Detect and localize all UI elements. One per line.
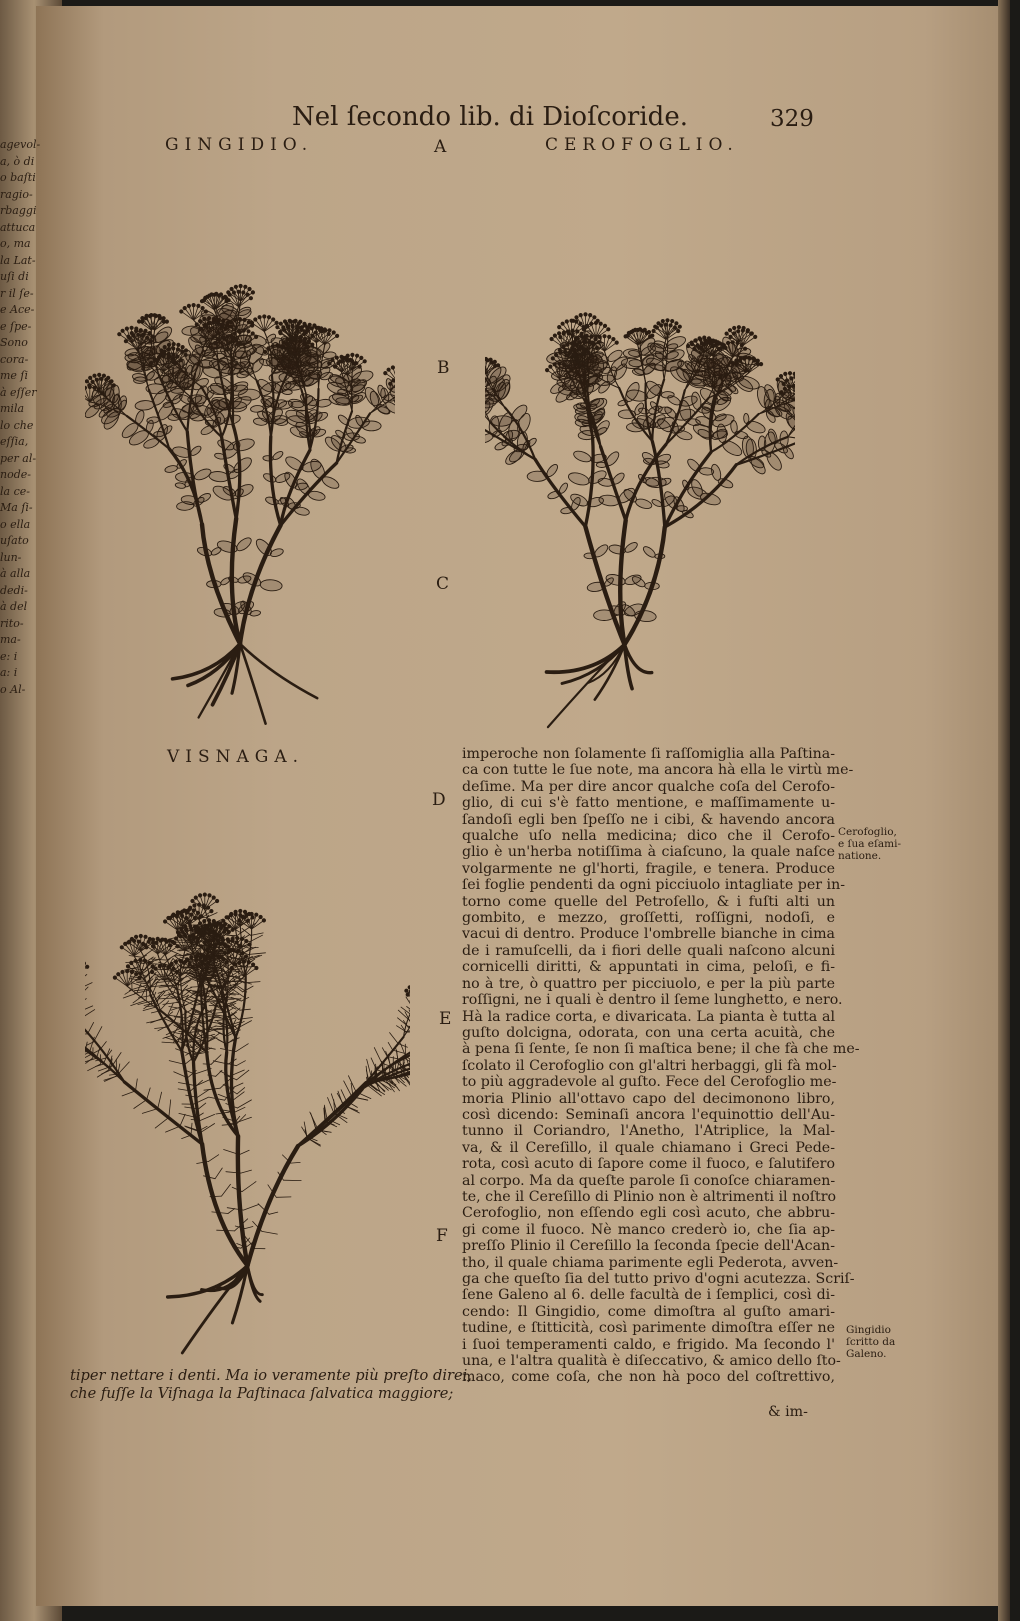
fragment-line: rito-	[0, 616, 24, 630]
margin-note-line: Gingidio	[846, 1324, 891, 1336]
body-text-line: à pena ſi ſente, ſe non ſi maſtica bene; il che fà che me-	[462, 1041, 860, 1058]
fragment-line: Ma ſi-	[0, 501, 33, 514]
margin-note-line: Cerofoglio,	[838, 826, 897, 838]
fragment-line: o baſti	[0, 171, 36, 184]
body-text-line: una, e l'altra qualità è diſeccativo, & amico dello ſto-	[462, 1353, 841, 1370]
body-text-line: così dicendo: Seminaſi ancora l'equinottio dell'Au-	[462, 1106, 835, 1123]
visnaga-woodcut	[85, 770, 410, 1360]
fragment-line: dedi-	[0, 583, 28, 597]
fragment-line: o ella	[0, 517, 31, 531]
fragment-line: attuca	[0, 220, 36, 234]
body-text-line: tunno il Coriandro, l'Anetho, l'Atriplice, la Mal-	[462, 1123, 835, 1140]
fragment-line: ragio-	[0, 187, 33, 201]
fragment-line: ma-	[0, 633, 21, 646]
fragment-line: e Ace-	[0, 303, 35, 316]
body-text-line: va, & il Cereſillo, il quale chiamano i Greci Pede-	[462, 1139, 835, 1156]
caption-visnaga: VISNAGA.	[167, 747, 305, 767]
margin-note-cerofoglio	[838, 826, 901, 862]
marker-a: A	[434, 137, 447, 157]
body-text-line: glio, di cui s'è fatto mentione, e maſſimamente u-	[462, 795, 835, 812]
margin-note-line: e ſua eſami-	[838, 838, 902, 850]
fragment-line: a: i	[0, 666, 18, 679]
fragment-line: rbaggi	[0, 204, 37, 217]
body-text-line: imperoche non ſolamente ſi raſſomiglia alla Paſtina-	[462, 746, 835, 762]
body-text-line: Cerofoglio, non eſſendo egli così acuto, che abbru-	[462, 1205, 835, 1222]
marker-b: B	[437, 358, 450, 378]
fragment-line: cora-	[0, 352, 29, 366]
body-text-line: ſei foglie pendenti da ogni picciuolo intagliate per in-	[462, 877, 846, 894]
fragment-line: me ſi	[0, 369, 29, 382]
body-text-line: de i ramuſcelli, da i fiori delle quali naſcono alcuni	[462, 942, 835, 959]
body-text-line: ca con tutte le ſue note, ma ancora hà ella le virtù me-	[462, 762, 854, 779]
fragment-line: per al-	[0, 451, 37, 465]
caption-gingidio: GINGIDIO.	[165, 135, 314, 155]
left-text-line: che fuſſe la Viſnaga la Paſtinaca ſalvatica maggiore;	[70, 1385, 454, 1402]
body-text-line: tho, il quale chiama parimente egli Pederota, avven-	[462, 1254, 839, 1271]
fragment-line: o Al-	[0, 682, 26, 696]
fragment-line: la ce-	[0, 484, 30, 498]
margin-note-line: ſcritto da	[846, 1336, 896, 1348]
fragment-line: la Lat-	[0, 253, 36, 267]
body-text-line: torno come quelle del Petroſello, & i fuſti alti un	[462, 893, 835, 910]
fragment-line: a, ò di	[0, 154, 35, 168]
fragment-line: à eſſer	[0, 385, 37, 399]
body-text-line: te, che il Cereſillo di Plinio non è altrimenti il noſtro	[462, 1188, 837, 1205]
left-column-text	[70, 1367, 472, 1403]
gingidio-woodcut	[85, 165, 395, 735]
body-text-line: i ſuoi temperamenti caldo, e frigido. Ma ſecondo l'	[462, 1336, 835, 1353]
marker-f: F	[436, 1226, 448, 1246]
body-text-line: tudine, e ſtitticità, così parimente dimoſtra eſſer ne	[462, 1320, 835, 1337]
body-text-line: vacui di dentro. Produce l'ombrelle bianche in cima	[462, 926, 835, 943]
fragment-line: lun-	[0, 550, 22, 564]
body-text-line: to più aggradevole al guſto. Fece del Cerofoglio me-	[462, 1074, 837, 1091]
fragment-line: uſi di	[0, 270, 29, 283]
body-text-line: ſcolato il Cerofoglio con gl'altri herbaggi, gli fà mol-	[462, 1057, 837, 1074]
body-text-line: deſime. Ma per dire ancor qualche coſa del Cerofo-	[462, 778, 835, 795]
fragment-line: à del	[0, 600, 28, 613]
body-text-line: qualche uſo nella medicina; dico che il Cerofo-	[462, 828, 835, 845]
body-text-line: moria Plinio all'ottavo capo del decimonono libro,	[462, 1090, 835, 1107]
body-text-line: cendo: Il Gingidio, come dimoſtra al guſto amari-	[462, 1303, 835, 1320]
caption-cerofoglio: CEROFOGLIO.	[545, 135, 739, 155]
margin-note-line: natione.	[838, 850, 882, 862]
body-text-line: ſandoſi egli ben ſpeſſo ne i cibi, & havendo ancora	[462, 811, 835, 828]
body-text-line: volgarmente ne gl'horti, fragile, e tenera. Produce	[462, 860, 835, 877]
page-edge-right	[998, 0, 1010, 1621]
fragment-line: à alla	[0, 567, 31, 580]
body-text-line: no à tre, ò quattro per picciuolo, e per la più parte	[462, 975, 835, 992]
margin-note-line: Galeno.	[846, 1348, 887, 1360]
marker-d: D	[432, 790, 446, 810]
body-text-line: gi come il fuoco. Nè manco crederò io, che ſia ap-	[462, 1221, 835, 1238]
fragment-line: Sono	[0, 336, 28, 349]
page-number: 329	[770, 106, 814, 132]
fragment-line: lo che	[0, 418, 34, 432]
body-text-line: rota, così acuto di ſapore come il fuoco, e ſalutifero	[462, 1156, 835, 1173]
body-text-line: al corpo. Ma da queſte parole ſi conoſce chiaramen-	[462, 1172, 836, 1189]
fragment-line: agevol-	[0, 138, 41, 151]
cerofoglio-woodcut	[485, 170, 795, 735]
body-text-line: ſene Galeno al 6. delle facultà de i ſemplici, così di-	[462, 1287, 835, 1304]
marker-c: C	[436, 574, 450, 594]
fragment-line: o, ma	[0, 237, 31, 250]
body-text-line: maco, come coſa, che non hà poco del coſtrettivo,	[462, 1369, 835, 1386]
running-header: Nel ſecondo lib. di Dioſcoride.	[292, 102, 688, 132]
fragment-line: eſſia,	[0, 435, 29, 448]
body-text-line: gombito, e mezzo, groſſetti, roſſigni, nodoſi, e	[462, 910, 835, 927]
left-text-line: tiper nettare i denti. Ma io veramente più preſto direi,	[70, 1367, 472, 1384]
catchword: & im-	[768, 1404, 808, 1420]
body-text-line: guſto dolcigna, odorata, con una certa acuità, che	[462, 1024, 835, 1041]
fragment-line: mila	[0, 402, 25, 415]
body-text-line: roſſigni, ne i quali è dentro il ſeme lunghetto, e nero.	[462, 992, 843, 1009]
previous-page-fragments	[0, 137, 48, 698]
fragment-line: uſato	[0, 534, 29, 547]
fragment-line: e: i	[0, 649, 18, 663]
fragment-line: node-	[0, 468, 31, 481]
margin-note-gingidio	[846, 1324, 895, 1360]
body-text-line: cornicelli diritti, & appuntati in cima, peloſi, e fi-	[462, 959, 835, 976]
body-text-line: ga che queſto ſia del tutto privo d'ogni acutezza. Scriſ-	[462, 1271, 855, 1287]
body-text-line: Hà la radice corta, e divaricata. La pianta è tutta al	[462, 1008, 835, 1025]
fragment-line: r il ſe-	[0, 286, 34, 300]
marker-e: E	[439, 1009, 452, 1029]
body-text-line: glio è un'herba notiſſima à ciaſcuno, la quale naſce	[462, 844, 835, 861]
body-text-line: preſſo Plinio il Cereſillo la ſeconda ſpecie dell'Acan-	[462, 1238, 835, 1255]
fragment-line: e ſpe-	[0, 319, 32, 333]
